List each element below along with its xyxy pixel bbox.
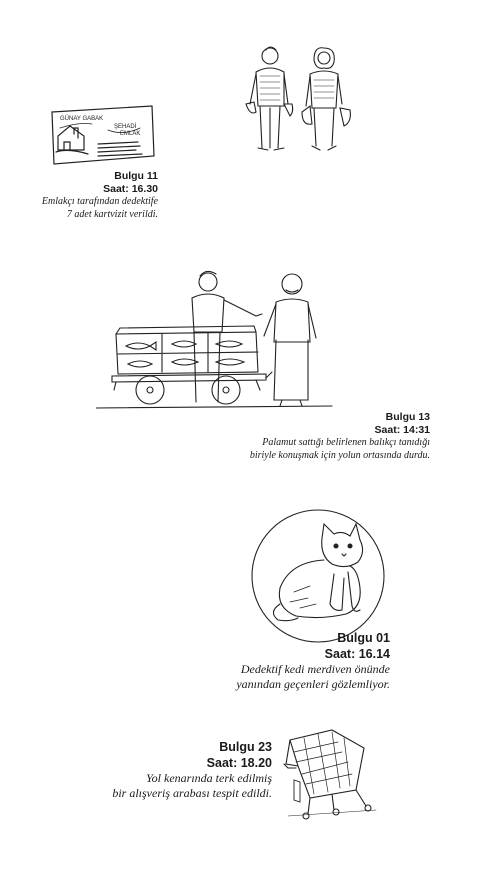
finding-description-line: biriyle konuşmak için yolun ortasında durdu. <box>249 449 430 461</box>
finding-time: Saat: 16.30 <box>103 183 158 196</box>
finding-description-line: Emlakçı tarafından dedektife <box>41 196 158 208</box>
finding-caption <box>40 740 272 801</box>
finding-time: Saat: 14:31 <box>374 424 430 437</box>
business-card-sketch <box>48 100 158 170</box>
finding-time: Saat: 18.20 <box>206 755 272 770</box>
finding-description-line: 7 adet kartvizit verildi. <box>66 208 158 220</box>
card-name-text: GÜNAY GABAK <box>60 116 104 122</box>
finding-title: Bulgu 11 <box>114 170 158 182</box>
finding-title: Bulgu 13 <box>385 411 430 423</box>
card-type-text: EMLAK <box>120 131 141 137</box>
card-company-text: ŞEHADİ <box>114 124 137 130</box>
finding-title: Bulgu 23 <box>219 740 272 754</box>
finding-caption <box>200 411 430 462</box>
finding-description-line: yanından geçenleri gözlemliyor. <box>236 677 390 692</box>
finding-caption <box>180 631 390 692</box>
couple-with-bags-sketch <box>244 42 356 170</box>
shopping-cart-sketch <box>280 720 380 820</box>
fish-cart-sketch <box>96 262 336 412</box>
finding-title: Bulgu 01 <box>337 631 390 645</box>
cat-sketch <box>250 508 386 644</box>
finding-description-line: bir alışveriş arabası tespit edildi. <box>112 786 272 801</box>
finding-caption <box>40 170 158 221</box>
finding-description-line: Yol kenarında terk edilmiş <box>146 771 272 786</box>
finding-description-line: Dedektif kedi merdiven önünde <box>240 662 390 677</box>
finding-description-line: Palamut sattığı belirlenen balıkçı tanıdığı <box>262 437 430 449</box>
finding-time: Saat: 16.14 <box>324 646 390 661</box>
